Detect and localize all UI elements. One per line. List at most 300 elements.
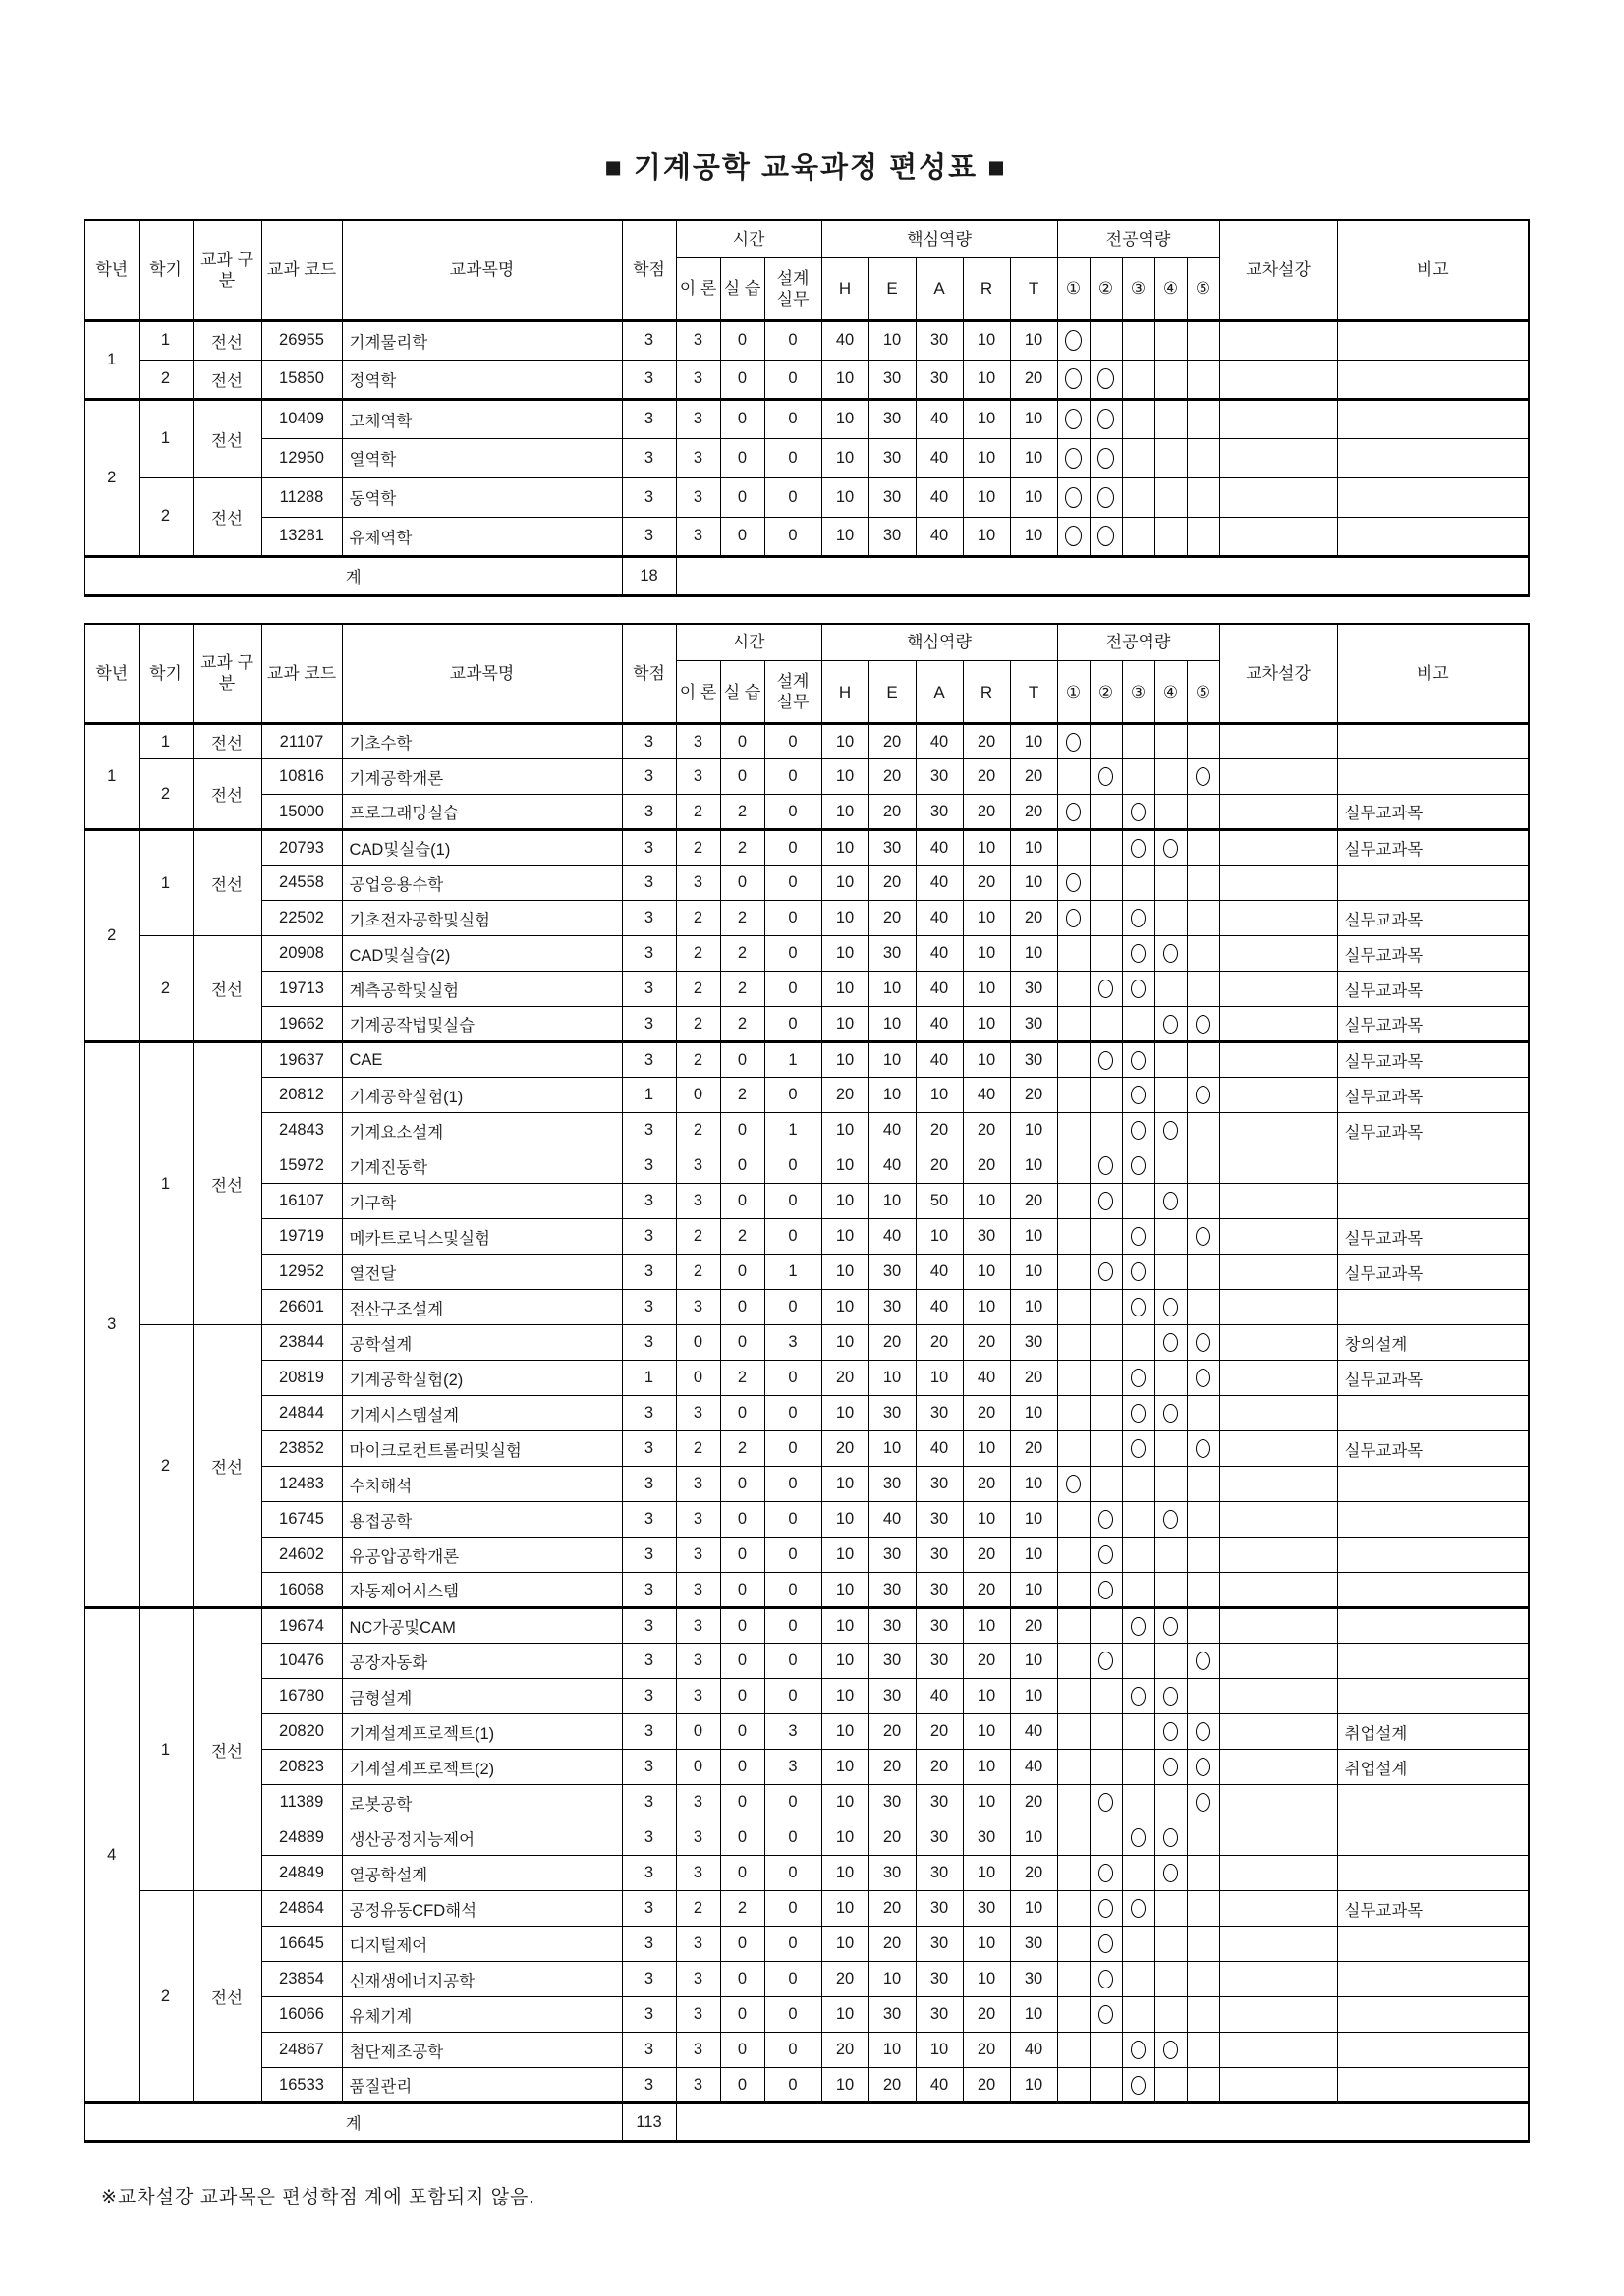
major-3-cell (1122, 1502, 1154, 1538)
core-e-cell: 10 (868, 1431, 916, 1467)
core-a-cell: 30 (916, 1608, 963, 1644)
major-2-cell (1090, 1361, 1122, 1396)
core-r-cell: 10 (963, 438, 1010, 477)
credits-cell: 3 (622, 1927, 676, 1962)
credits-cell: 3 (622, 1573, 676, 1608)
course-name-cell: 공정유동CFD해석 (342, 1891, 622, 1927)
core-t-cell: 10 (1010, 1148, 1057, 1184)
course-name-cell: 첨단제조공학 (342, 2033, 622, 2068)
major-1-cell (1057, 1891, 1090, 1927)
course-row (84, 1962, 1529, 1997)
major-3-cell (1122, 1467, 1154, 1502)
lecture-hours-cell: 3 (676, 866, 720, 901)
lecture-hours-cell: 3 (676, 1820, 720, 1856)
major-5-header: ⑤ (1187, 257, 1219, 320)
major-5-cell (1187, 1396, 1219, 1431)
design-hours-cell: 0 (764, 1502, 821, 1538)
core-e-cell: 20 (868, 795, 916, 830)
course-code-cell: 15000 (261, 795, 342, 830)
credits-cell: 3 (622, 2033, 676, 2068)
practice-hours-cell: 2 (720, 830, 764, 866)
major-competency-circle-icon (1097, 487, 1114, 508)
major-3-cell (1122, 1255, 1154, 1290)
core-a-cell: 10 (916, 1219, 963, 1255)
cross-listing-cell (1219, 1856, 1337, 1891)
core-a-cell: 50 (916, 1184, 963, 1219)
remarks-cell: 실무교과목 (1337, 1891, 1529, 1927)
core-r-cell: 10 (963, 1007, 1010, 1042)
cross-listing-cell (1219, 1219, 1337, 1255)
major-1-header: ① (1057, 661, 1090, 724)
design-hours-cell: 0 (764, 1608, 821, 1644)
practice-hours-cell: 0 (720, 438, 764, 477)
core-h-cell: 10 (821, 1538, 868, 1573)
major-4-cell (1154, 1856, 1187, 1891)
cross-listing-cell (1219, 830, 1337, 866)
year-header: 학년 (84, 220, 139, 320)
remarks-header: 비고 (1337, 220, 1529, 320)
major-4-cell (1154, 901, 1187, 936)
cross-listing-cell (1219, 1361, 1337, 1396)
major-4-cell (1154, 1538, 1187, 1573)
major-3-cell (1122, 320, 1154, 360)
core-a-cell: 30 (916, 795, 963, 830)
design-hours-cell: 0 (764, 759, 821, 795)
major-competency-circle-icon (1131, 803, 1146, 821)
course-row (84, 724, 1529, 759)
credits-cell: 3 (622, 1325, 676, 1361)
hours-group-header: 시간 (676, 624, 821, 661)
core-h-cell: 10 (821, 1927, 868, 1962)
lecture-hours-cell: 2 (676, 936, 720, 972)
major-1-cell (1057, 1184, 1090, 1219)
core-r-cell: 10 (963, 320, 1010, 360)
core-h-cell: 10 (821, 866, 868, 901)
core-h-cell: 10 (821, 1856, 868, 1891)
course-row (84, 1396, 1529, 1431)
credits-cell: 3 (622, 1608, 676, 1644)
core-a-cell: 30 (916, 1467, 963, 1502)
major-competency-circle-icon (1163, 1617, 1178, 1636)
major-competency-circle-icon (1065, 330, 1082, 351)
course-name-cell: 기계진동학 (342, 1148, 622, 1184)
major-1-cell (1057, 1997, 1090, 2033)
practice-hours-cell: 0 (720, 1148, 764, 1184)
practice-hours-cell: 0 (720, 1502, 764, 1538)
practice-hours-cell: 2 (720, 936, 764, 972)
remarks-cell: 취업설계 (1337, 1714, 1529, 1750)
major-competency-circle-icon (1196, 1227, 1210, 1246)
core-h-cell: 20 (821, 1078, 868, 1113)
major-3-cell (1122, 1644, 1154, 1679)
course-name-cell: 기초수학 (342, 724, 622, 759)
course-type-cell: 전선 (193, 399, 261, 477)
major-3-cell (1122, 1927, 1154, 1962)
lecture-hours-cell: 3 (676, 1785, 720, 1820)
course-row (84, 438, 1529, 477)
practice-hours-cell: 0 (720, 1608, 764, 1644)
practice-hours-cell: 0 (720, 759, 764, 795)
credits-cell: 3 (622, 1644, 676, 1679)
lecture-hours-cell: 2 (676, 1255, 720, 1290)
core-t-cell: 10 (1010, 866, 1057, 901)
remarks-cell (1337, 320, 1529, 360)
core-t-cell: 10 (1010, 399, 1057, 438)
core-a-cell: 20 (916, 1325, 963, 1361)
course-name-cell: CAD및실습(1) (342, 830, 622, 866)
major-competency-circle-icon (1131, 1404, 1146, 1423)
course-name-cell: 마이크로컨트롤러및실험 (342, 1431, 622, 1467)
major-2-cell (1090, 1927, 1122, 1962)
major-competency-circle-icon (1066, 1475, 1081, 1493)
major-1-cell (1057, 438, 1090, 477)
course-row (84, 1997, 1529, 2033)
credits-cell: 3 (622, 1891, 676, 1927)
course-name-cell: 품질관리 (342, 2068, 622, 2103)
core-e-cell: 30 (868, 360, 916, 399)
core-e-cell: 30 (868, 1997, 916, 2033)
credits-cell: 3 (622, 795, 676, 830)
major-2-cell (1090, 901, 1122, 936)
course-name-cell: CAE (342, 1042, 622, 1078)
core-e-cell: 30 (868, 1255, 916, 1290)
core-e-cell: 30 (868, 1644, 916, 1679)
credits-cell: 3 (622, 1502, 676, 1538)
major-5-cell (1187, 2033, 1219, 2068)
major-1-cell (1057, 517, 1090, 556)
major-competency-circle-icon (1163, 1510, 1178, 1529)
major-3-cell (1122, 759, 1154, 795)
design-hours-cell: 3 (764, 1714, 821, 1750)
major-2-cell (1090, 1148, 1122, 1184)
course-name-cell: 자동제어시스템 (342, 1573, 622, 1608)
course-code-cell: 22502 (261, 901, 342, 936)
practice-hours-cell: 2 (720, 901, 764, 936)
core-a-cell: 10 (916, 1361, 963, 1396)
design-hours-header: 설계 실무 (764, 257, 821, 320)
course-code-cell: 24558 (261, 866, 342, 901)
major-4-cell (1154, 759, 1187, 795)
year-cell: 4 (84, 1608, 139, 2103)
major-4-cell (1154, 724, 1187, 759)
major-2-cell (1090, 1714, 1122, 1750)
core-a-cell: 40 (916, 2068, 963, 2103)
major-competency-circle-icon (1065, 487, 1082, 508)
course-code-cell: 12483 (261, 1467, 342, 1502)
design-hours-cell: 0 (764, 972, 821, 1007)
semester-cell: 1 (139, 320, 193, 360)
major-competency-circle-icon (1131, 1121, 1146, 1140)
course-code-cell: 24889 (261, 1820, 342, 1856)
cross-listing-cell (1219, 477, 1337, 517)
core-h-cell: 10 (821, 759, 868, 795)
credits-cell: 3 (622, 1538, 676, 1573)
course-name-cell: 열역학 (342, 438, 622, 477)
course-name-cell: 유체역학 (342, 517, 622, 556)
total-empty-cell (676, 2103, 1529, 2142)
design-hours-cell: 0 (764, 438, 821, 477)
major-3-cell (1122, 1431, 1154, 1467)
major-3-cell (1122, 936, 1154, 972)
cross-listing-cell (1219, 1573, 1337, 1608)
cross-listing-header: 교차설강 (1219, 624, 1337, 724)
course-code-cell: 19713 (261, 972, 342, 1007)
core-t-cell: 10 (1010, 936, 1057, 972)
practice-hours-cell: 0 (720, 1644, 764, 1679)
major-competency-circle-icon (1098, 1899, 1113, 1918)
core-r-cell: 20 (963, 2068, 1010, 2103)
major-2-cell (1090, 866, 1122, 901)
core-h-cell: 10 (821, 1679, 868, 1714)
practice-hours-cell: 0 (720, 517, 764, 556)
course-code-cell: 26601 (261, 1290, 342, 1325)
major-5-cell (1187, 1714, 1219, 1750)
major-2-cell (1090, 724, 1122, 759)
major-1-cell (1057, 1856, 1090, 1891)
remarks-cell (1337, 1608, 1529, 1644)
core-h-header: H (821, 661, 868, 724)
cross-listing-cell (1219, 399, 1337, 438)
major-3-cell (1122, 1396, 1154, 1431)
design-hours-cell: 3 (764, 1325, 821, 1361)
design-hours-cell: 0 (764, 1785, 821, 1820)
design-hours-cell: 0 (764, 936, 821, 972)
core-t-cell: 30 (1010, 1007, 1057, 1042)
credits-cell: 3 (622, 830, 676, 866)
major-competency-circle-icon (1131, 1369, 1146, 1387)
core-r-cell: 10 (963, 1290, 1010, 1325)
core-a-header: A (916, 257, 963, 320)
credits-cell: 3 (622, 1042, 676, 1078)
table-header-row (84, 220, 1529, 257)
core-a-cell: 30 (916, 1997, 963, 2033)
core-r-cell: 20 (963, 1467, 1010, 1502)
lecture-hours-cell: 2 (676, 1431, 720, 1467)
core-h-cell: 10 (821, 1891, 868, 1927)
lecture-hours-cell: 3 (676, 1502, 720, 1538)
course-code-cell: 19674 (261, 1608, 342, 1644)
major-1-cell (1057, 1502, 1090, 1538)
credits-cell: 3 (622, 517, 676, 556)
core-r-cell: 10 (963, 901, 1010, 936)
course-code-header: 교과 코드 (261, 624, 342, 724)
table-header (84, 624, 1529, 724)
major-3-cell (1122, 1007, 1154, 1042)
cross-listing-cell (1219, 1962, 1337, 1997)
credits-cell: 3 (622, 1856, 676, 1891)
course-type-cell: 전선 (193, 360, 261, 399)
core-e-cell: 20 (868, 1714, 916, 1750)
major-5-cell (1187, 1891, 1219, 1927)
major-competency-circle-icon (1163, 1333, 1178, 1352)
semester-cell: 2 (139, 1325, 193, 1608)
core-a-cell: 20 (916, 1714, 963, 1750)
remarks-cell (1337, 1820, 1529, 1856)
major-5-cell (1187, 1184, 1219, 1219)
core-t-cell: 40 (1010, 1750, 1057, 1785)
core-a-cell: 30 (916, 1891, 963, 1927)
core-a-cell: 30 (916, 1927, 963, 1962)
major-5-cell (1187, 1962, 1219, 1997)
cross-listing-cell (1219, 759, 1337, 795)
cross-listing-cell (1219, 1113, 1337, 1148)
core-e-cell: 20 (868, 1325, 916, 1361)
core-a-cell: 30 (916, 1820, 963, 1856)
practice-hours-cell: 0 (720, 1538, 764, 1573)
major-5-cell (1187, 1290, 1219, 1325)
course-code-cell: 11288 (261, 477, 342, 517)
major-1-cell (1057, 901, 1090, 936)
major-2-cell (1090, 1325, 1122, 1361)
practice-hours-cell: 0 (720, 1042, 764, 1078)
core-r-cell: 40 (963, 1361, 1010, 1396)
core-r-cell: 10 (963, 1679, 1010, 1714)
remarks-cell (1337, 1644, 1529, 1679)
course-row (84, 1148, 1529, 1184)
design-hours-cell: 0 (764, 1856, 821, 1891)
core-e-cell: 20 (868, 759, 916, 795)
core-t-cell: 10 (1010, 517, 1057, 556)
major-competency-circle-icon (1163, 1758, 1178, 1776)
course-row (84, 866, 1529, 901)
core-e-cell: 10 (868, 1962, 916, 1997)
lecture-hours-header: 이 론 (676, 257, 720, 320)
major-4-cell (1154, 399, 1187, 438)
major-competency-circle-icon (1163, 1828, 1178, 1847)
lecture-hours-cell: 0 (676, 1361, 720, 1396)
core-r-cell: 20 (963, 724, 1010, 759)
course-name-cell: 기구학 (342, 1184, 622, 1219)
core-e-cell: 10 (868, 1007, 916, 1042)
credits-cell: 3 (622, 399, 676, 438)
remarks-cell (1337, 1856, 1529, 1891)
core-r-cell: 10 (963, 517, 1010, 556)
major-5-cell (1187, 1148, 1219, 1184)
major-3-header: ③ (1122, 257, 1154, 320)
core-h-cell: 10 (821, 1785, 868, 1820)
core-a-header: A (916, 661, 963, 724)
lecture-hours-cell: 3 (676, 2068, 720, 2103)
lecture-hours-cell: 2 (676, 830, 720, 866)
course-name-cell: 기계물리학 (342, 320, 622, 360)
design-hours-cell: 0 (764, 1927, 821, 1962)
remarks-cell: 실무교과목 (1337, 1078, 1529, 1113)
major-3-cell (1122, 1785, 1154, 1820)
credits-cell: 3 (622, 1714, 676, 1750)
lecture-hours-cell: 3 (676, 399, 720, 438)
major-5-cell (1187, 1219, 1219, 1255)
core-t-cell: 20 (1010, 1785, 1057, 1820)
lecture-hours-cell: 3 (676, 1856, 720, 1891)
lecture-hours-cell: 3 (676, 1467, 720, 1502)
credits-cell: 3 (622, 1785, 676, 1820)
major-competency-circle-icon (1163, 1121, 1178, 1140)
major-4-cell (1154, 1750, 1187, 1785)
major-1-cell (1057, 360, 1090, 399)
major-5-cell (1187, 936, 1219, 972)
course-code-cell: 12950 (261, 438, 342, 477)
course-type-header: 교과 구분 (193, 624, 261, 724)
core-t-cell: 40 (1010, 1714, 1057, 1750)
major-3-header: ③ (1122, 661, 1154, 724)
design-hours-cell: 0 (764, 724, 821, 759)
core-t-cell: 10 (1010, 1290, 1057, 1325)
core-e-cell: 20 (868, 901, 916, 936)
course-code-header: 교과 코드 (261, 220, 342, 320)
credits-cell: 3 (622, 360, 676, 399)
design-hours-cell: 1 (764, 1042, 821, 1078)
core-t-cell: 10 (1010, 830, 1057, 866)
course-row (84, 2033, 1529, 2068)
practice-hours-cell: 0 (720, 477, 764, 517)
cross-listing-cell (1219, 1927, 1337, 1962)
cross-listing-cell (1219, 1184, 1337, 1219)
course-row (84, 901, 1529, 936)
major-3-cell (1122, 866, 1154, 901)
core-r-cell: 20 (963, 1573, 1010, 1608)
core-r-cell: 10 (963, 936, 1010, 972)
course-name-cell: 프로그래밍실습 (342, 795, 622, 830)
major-competency-circle-icon (1098, 1864, 1113, 1882)
course-code-cell: 10816 (261, 759, 342, 795)
core-a-cell: 40 (916, 972, 963, 1007)
core-t-cell: 10 (1010, 1219, 1057, 1255)
major-1-cell (1057, 1714, 1090, 1750)
major-1-header: ① (1057, 257, 1090, 320)
lecture-hours-cell: 3 (676, 724, 720, 759)
major-competency-circle-icon (1131, 1298, 1146, 1316)
remarks-cell (1337, 438, 1529, 477)
cross-listing-cell (1219, 2033, 1337, 2068)
core-h-cell: 10 (821, 936, 868, 972)
cross-listing-cell (1219, 795, 1337, 830)
remarks-cell (1337, 1148, 1529, 1184)
lecture-hours-header: 이 론 (676, 661, 720, 724)
lecture-hours-cell: 3 (676, 320, 720, 360)
course-name-cell: 동역학 (342, 477, 622, 517)
course-row (84, 1078, 1529, 1113)
major-3-cell (1122, 2068, 1154, 2103)
major-competency-circle-icon (1098, 1545, 1113, 1564)
course-name-cell: 로봇공학 (342, 1785, 622, 1820)
major-3-cell (1122, 1078, 1154, 1113)
core-e-cell: 20 (868, 1927, 916, 1962)
major-4-cell (1154, 1113, 1187, 1148)
core-a-cell: 10 (916, 1078, 963, 1113)
semester-cell: 2 (139, 477, 193, 556)
core-e-cell: 20 (868, 724, 916, 759)
core-t-cell: 20 (1010, 1431, 1057, 1467)
core-a-cell: 20 (916, 1148, 963, 1184)
major-2-cell (1090, 795, 1122, 830)
course-name-cell: 메카트로닉스및실험 (342, 1219, 622, 1255)
semester-cell: 2 (139, 759, 193, 830)
major-3-cell (1122, 1290, 1154, 1325)
major-1-cell (1057, 1219, 1090, 1255)
major-2-cell (1090, 1785, 1122, 1820)
core-h-cell: 10 (821, 1997, 868, 2033)
core-e-cell: 20 (868, 866, 916, 901)
page-title: ■ 기계공학 교육과정 편성표 ■ (604, 152, 1007, 184)
course-name-cell: 수치해석 (342, 1467, 622, 1502)
course-row (84, 1113, 1529, 1148)
practice-hours-cell: 2 (720, 795, 764, 830)
practice-hours-cell: 0 (720, 2033, 764, 2068)
core-a-cell: 30 (916, 1644, 963, 1679)
major-2-cell (1090, 1679, 1122, 1714)
practice-hours-cell: 0 (720, 1750, 764, 1785)
core-e-cell: 20 (868, 1820, 916, 1856)
